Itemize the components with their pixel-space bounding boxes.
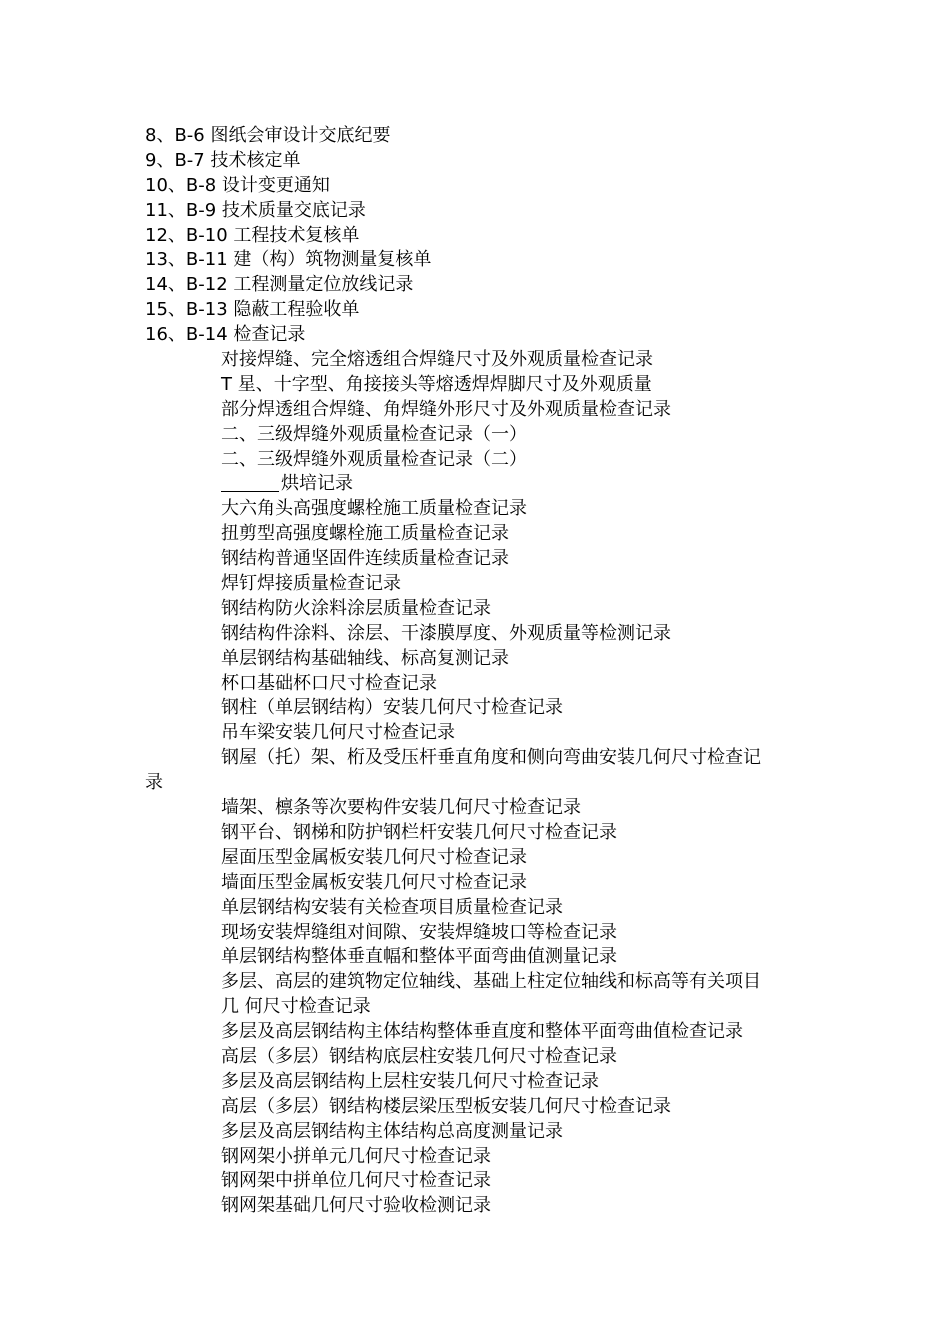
list-item: 14、B-12 工程测量定位放线记录 [145, 274, 414, 296]
sub-list-item-with-blank [145, 472, 825, 497]
sub-list-item: 墙架、檩条等次要构件安装几何尺寸检查记录 [221, 797, 581, 819]
sub-list-item: 多层及高层钢结构主体结构整体垂直度和整体平面弯曲值检查记录 [221, 1021, 743, 1043]
list-item: 9、B-7 技术核定单 [145, 149, 301, 171]
sub-list-item: 钢柱（单层钢结构）安装几何尺寸检查记录 [221, 697, 563, 719]
list-item: 8、B-6 图纸会审设计交底纪要 [145, 125, 391, 146]
sub-list-item: 二、三级焊缝外观质量检查记录（二） [221, 448, 527, 470]
sub-list-item: 单层钢结构安装有关检查项目质量检查记录 [221, 896, 563, 918]
sub-list-item-continuation: 录 [145, 772, 163, 794]
sub-list-item: 吊车梁安装几何尺寸检查记录 [221, 722, 455, 744]
sub-list-item: 钢屋（托）架、桁及受压杆垂直角度和侧向弯曲安装几何尺寸检查记 [221, 747, 761, 769]
sub-list-item: 现场安装焊缝组对间隙、安装焊缝坡口等检查记录 [221, 921, 617, 943]
sub-list-item: 钢网架基础几何尺寸验收检测记录 [221, 1195, 491, 1217]
sub-list-item: 墙面压型金属板安装几何尺寸检查记录 [221, 871, 527, 893]
sub-list-item: 焊钉焊接质量检查记录 [221, 573, 401, 595]
sub-list-item: 单层钢结构整体垂直幅和整体平面弯曲值测量记录 [221, 946, 617, 968]
list-item: 11、B-9 技术质量交底记录 [145, 199, 366, 221]
list-item: 13、B-11 建（构）筑物测量复核单 [145, 249, 432, 271]
sub-list-item: 钢结构防火涂料涂层质量检查记录 [221, 597, 491, 619]
sub-list-item: 大六角头高强度螺栓施工质量检查记录 [221, 498, 527, 520]
sub-list-item: 扭剪型高强度螺栓施工质量检查记录 [221, 523, 509, 545]
record-list [145, 124, 825, 1219]
sub-list-item: 单层钢结构基础轴线、标高复测记录 [221, 647, 509, 669]
sub-list-item: 高层（多层）钢结构楼层梁压型板安装几何尺寸检查记录 [221, 1095, 671, 1117]
sub-list-item-continuation: 几 何尺寸检查记录 [221, 996, 371, 1018]
list-item: 12、B-10 工程技术复核单 [145, 224, 360, 246]
sub-list-item: 多层及高层钢结构主体结构总高度测量记录 [221, 1120, 563, 1142]
sub-list-item: 高层（多层）钢结构底层柱安装几何尺寸检查记录 [221, 1045, 617, 1067]
sub-list-item: 钢结构普通坚固件连续质量检查记录 [221, 548, 509, 570]
sub-list-item: 钢网架中拼单位几何尺寸检查记录 [221, 1170, 491, 1192]
list-item: 15、B-13 隐蔽工程验收单 [145, 299, 360, 321]
sub-list-item: 钢结构件涂料、涂层、干漆膜厚度、外观质量等检测记录 [221, 622, 671, 644]
sub-list-item: 屋面压型金属板安装几何尺寸检查记录 [221, 846, 527, 868]
sub-list-item: 二、三级焊缝外观质量检查记录（一） [221, 423, 527, 445]
fill-in-blank [221, 473, 279, 492]
sub-list-item: 钢网架小拼单元几何尺寸检查记录 [221, 1145, 491, 1167]
sub-list-item: T 星、十字型、角接接头等熔透焊焊脚尺寸及外观质量 [221, 373, 652, 395]
sub-list-item: 多层、高层的建筑物定位轴线、基础上柱定位轴线和标高等有关项目 [221, 971, 761, 993]
sub-list-item: 多层及高层钢结构上层柱安装几何尺寸检查记录 [221, 1070, 599, 1092]
sub-list-item: 对接焊缝、完全熔透组合焊缝尺寸及外观质量检查记录 [221, 349, 653, 371]
sub-list-item-label: 烘培记录 [281, 473, 353, 495]
sub-list-item: 部分焊透组合焊缝、角焊缝外形尺寸及外观质量检查记录 [221, 398, 671, 420]
list-item: 16、B-14 检查记录 [145, 324, 306, 346]
list-item: 10、B-8 设计变更通知 [145, 174, 330, 196]
sub-list-item: 钢平台、钢梯和防护钢栏杆安装几何尺寸检查记录 [221, 821, 617, 843]
sub-list-item: 杯口基础杯口尺寸检查记录 [221, 672, 437, 694]
